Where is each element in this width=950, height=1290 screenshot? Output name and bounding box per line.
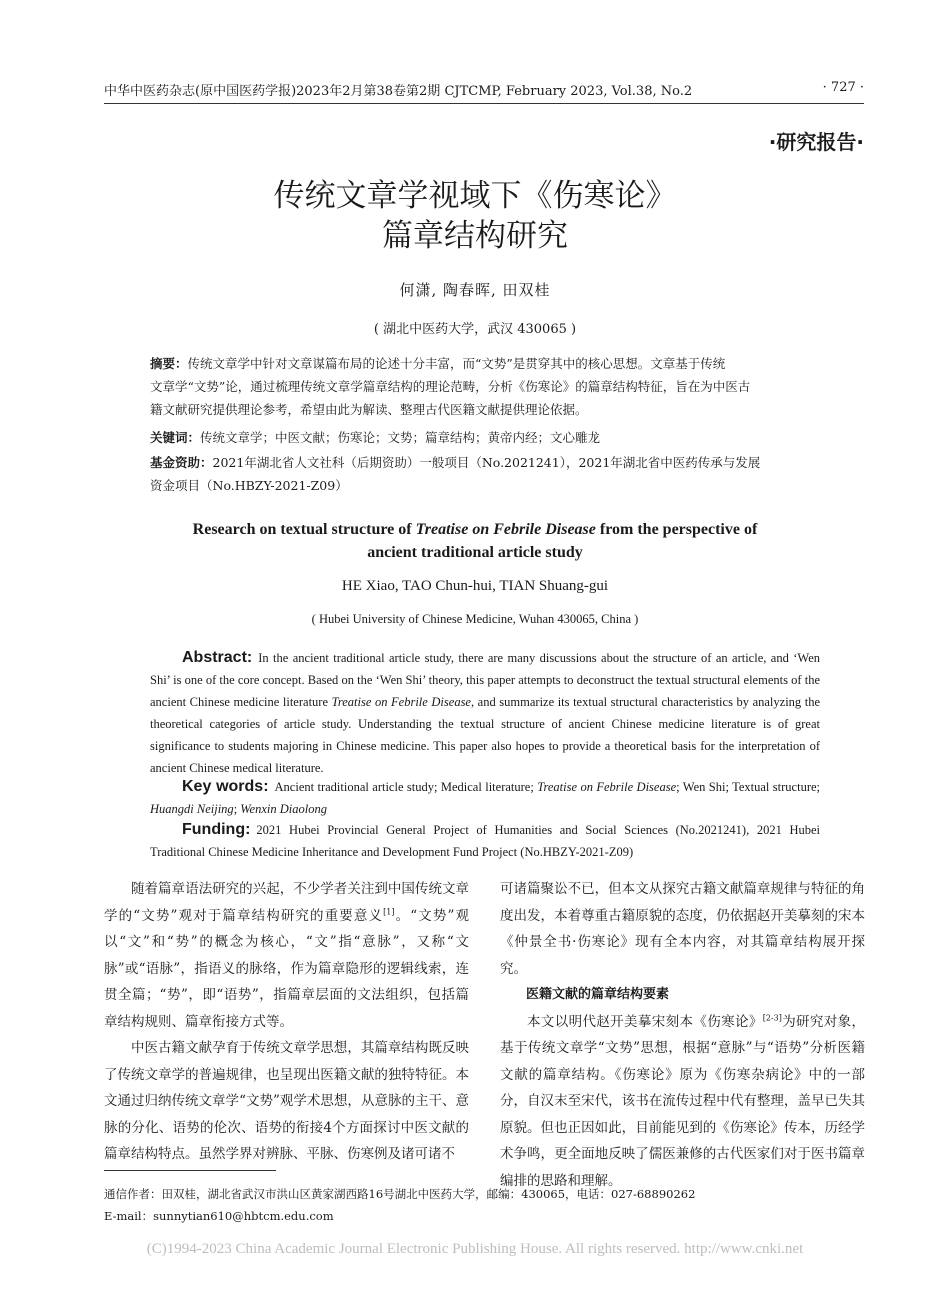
abstract-en-text-1: In the ancient traditional article study, there are many discussions about the structure of an article, and ‘Wen Shi’ is one of the core concept. Based on the ‘Wen Shi’ theory, this paper attempts to deconstruct the textual structural elements of the ancient Chinese medicine literature bbox=[150, 651, 820, 709]
body-right-p2-text-a: 本文以明代赵开美摹宋刻本《伤寒论》 bbox=[527, 1013, 763, 1030]
body-column-right bbox=[500, 876, 865, 1194]
running-header bbox=[104, 80, 864, 102]
keywords-en-italic-3: Wenxin Diaolong bbox=[240, 802, 327, 816]
body-left-p1-text-a: 随着篇章语法研究的兴起，不少学者关注到中国传统文章学的“文势”观对于篇章结构研究的重要意义 bbox=[104, 881, 469, 924]
body-left-paragraph-2: 中医古籍文献孕育于传统文章学思想，其篇章结构既反映了传统文章学的普遍规律，也呈现出医籍文献的独特特征。本文通过归纳传统文章学“文势”观学术思想，从意脉的主干、意脉的分化、语势的伦次、语势的衔接4个方面探讨中医文献的篇章结构特点。虽然学界对辨脉、平脉、伤寒例及诸可诸不 bbox=[104, 1040, 469, 1162]
abstract-en-text-2: , and summarize its textual structural characteristics by analyzing the theoretical categories of article study. Understanding the textual structure of ancient Chinese medicine literature is of great significance to students majoring in Chinese medicine. This paper also hopes to provide a theoretical basis for the interpretation of ancient Chinese medical literature. bbox=[150, 695, 821, 775]
abstract-cn-line-3: 籍文献研究提供理论参考，希望由此为解读、整理古代医籍文献提供理论依据。 bbox=[150, 402, 588, 417]
footnote-rule bbox=[104, 1170, 276, 1171]
affiliation-en: ( Hubei University of Chinese Medicine, Wuhan 430065, China ) bbox=[311, 612, 639, 626]
abstract-en-italic: Treatise on Febrile Disease bbox=[331, 695, 471, 709]
footnote-correspondence: 通信作者：田双桂，湖北省武汉市洪山区黄家湖西路16号湖北中医药大学，邮编：430065，电话：027-68890262 bbox=[104, 1187, 696, 1201]
footnote-email: E-mail：sunnytian610@hbtcm.edu.com bbox=[104, 1209, 334, 1223]
abstract-cn bbox=[150, 352, 820, 421]
keywords-cn-label: 关键词： bbox=[150, 430, 201, 445]
title-en bbox=[130, 518, 820, 564]
body-right-paragraph-1: 可诸篇聚讼不已，但本文从探究古籍文献篇章规律与特征的角度出发，本着尊重古籍原貌的态度，仍依据赵开美摹刻的宋本《仲景全书·伤寒论》现有全本内容，对其篇章结构展开探究。 bbox=[500, 881, 865, 977]
title-cn-line-1: 传统文章学视域下《伤寒论》 bbox=[273, 178, 677, 214]
abstract-en bbox=[150, 647, 820, 779]
abstract-cn-line-2: 文章学“文势”论，通过梳理传统文章学篇章结构的理论范畴，分析《伤寒论》的篇章结构特征，旨在为中医古 bbox=[150, 379, 751, 394]
funding-en-label: Funding: bbox=[182, 821, 251, 838]
authors-cn: 何潇, 陶春晖, 田双桂 bbox=[399, 281, 551, 299]
body-right-paragraph-2 bbox=[500, 1009, 865, 1195]
funding-cn-line-1: 2021年湖北省人文社科（后期资助）一般项目（No.2021241），2021年湖北省中医药传承与发展 bbox=[212, 455, 761, 470]
body-left-p1-text-b: 。“文势”观以“文”和“势”的概念为核心，“文”指“意脉”，又称“文脉”或“语脉”，指语义的脉络，作为篇章隐形的逻辑线索，连贯全篇；“势”，即“语势”，指篇章层面的文法组织，包括篇章结构规则、篇章衔接方式等。 bbox=[104, 907, 469, 1030]
funding-en-text: 2021 Hubei Provincial General Project of Humanities and Social Sciences (No.2021241), 2021 Hubei Traditional Chinese Medicine Inheritance and Development Fund Project (No.HBZY-2021-Z09) bbox=[150, 823, 820, 859]
subheading: 医籍文献的篇章结构要素 bbox=[526, 987, 670, 1002]
keywords-en bbox=[150, 776, 820, 820]
abstract-cn-label: 摘要： bbox=[150, 356, 188, 371]
keywords-en-text-1: Ancient traditional article study; Medical literature; bbox=[274, 780, 538, 794]
body-right-p2-text-b: 为研究对象，基于传统文章学“文势”思想，根据“意脉”与“语势”分析医籍文献的篇章结构。《伤寒论》原为《伤寒杂病论》中的一部分，自汉末至宋代，该书在流传过程中代有整理，盖早已失其原貌。但也正因如此，目前能见到的《伤寒论》传本，历经学术争鸣，更全面地反映了儒医兼修的古代医家们对于医书篇章编排的思路和理解。 bbox=[500, 1013, 866, 1189]
funding-cn bbox=[150, 451, 820, 497]
keywords-en-italic-1: Treatise on Febrile Disease bbox=[537, 780, 677, 794]
body-left-paragraph-1 bbox=[104, 876, 469, 1035]
page-number: · 727 · bbox=[822, 80, 864, 95]
funding-cn-label: 基金资助： bbox=[150, 455, 213, 470]
body-column-left bbox=[104, 876, 469, 1168]
keywords-cn-text: 传统文章学；中医文献；伤寒论；文势；篇章结构；黄帝内经；文心雕龙 bbox=[200, 430, 601, 445]
authors-en: HE Xiao, TAO Chun-hui, TIAN Shuang-gui bbox=[341, 578, 609, 594]
copyright-notice: (C)1994-2023 China Academic Journal Electronic Publishing House. All rights reserved. http://www.cnki.net bbox=[146, 1241, 804, 1257]
header-rule bbox=[104, 103, 864, 104]
title-en-italic: Treatise on Febrile Disease bbox=[415, 521, 596, 538]
affiliation-cn: ( 湖北中医药大学，武汉 430065 ) bbox=[373, 322, 577, 337]
abstract-en-label: Abstract: bbox=[182, 649, 253, 666]
funding-cn-line-2: 资金项目（No.HBZY-2021-Z09） bbox=[150, 478, 348, 493]
title-cn-line-2: 篇章结构研究 bbox=[382, 218, 568, 254]
keywords-en-text-3: ; bbox=[233, 802, 241, 816]
keywords-en-text-2: ; Wen Shi; Textual structure; bbox=[676, 780, 821, 794]
title-en-line-2: ancient traditional article study bbox=[367, 544, 583, 561]
journal-citation: 中华中医药杂志(原中国医药学报)2023年2月第38卷第2期 CJTCMP, February 2023, Vol.38, No.2 bbox=[104, 84, 693, 99]
title-en-part-1: Research on textual structure of bbox=[192, 521, 416, 538]
keywords-en-label: Key words: bbox=[182, 778, 269, 795]
citation-2-3: [2-3] bbox=[762, 1013, 782, 1022]
keywords-cn bbox=[150, 426, 820, 449]
keywords-en-italic-2: Huangdi Neijing bbox=[150, 802, 234, 816]
citation-1: [1] bbox=[383, 907, 395, 916]
title-en-part-2: from the perspective of bbox=[595, 521, 758, 538]
abstract-cn-line-1: 传统文章学中针对文章谋篇布局的论述十分丰富，而“文势”是贯穿其中的核心思想。文章基于传统 bbox=[187, 356, 726, 371]
funding-en bbox=[150, 819, 820, 863]
section-label: ·研究报告· bbox=[768, 130, 864, 154]
